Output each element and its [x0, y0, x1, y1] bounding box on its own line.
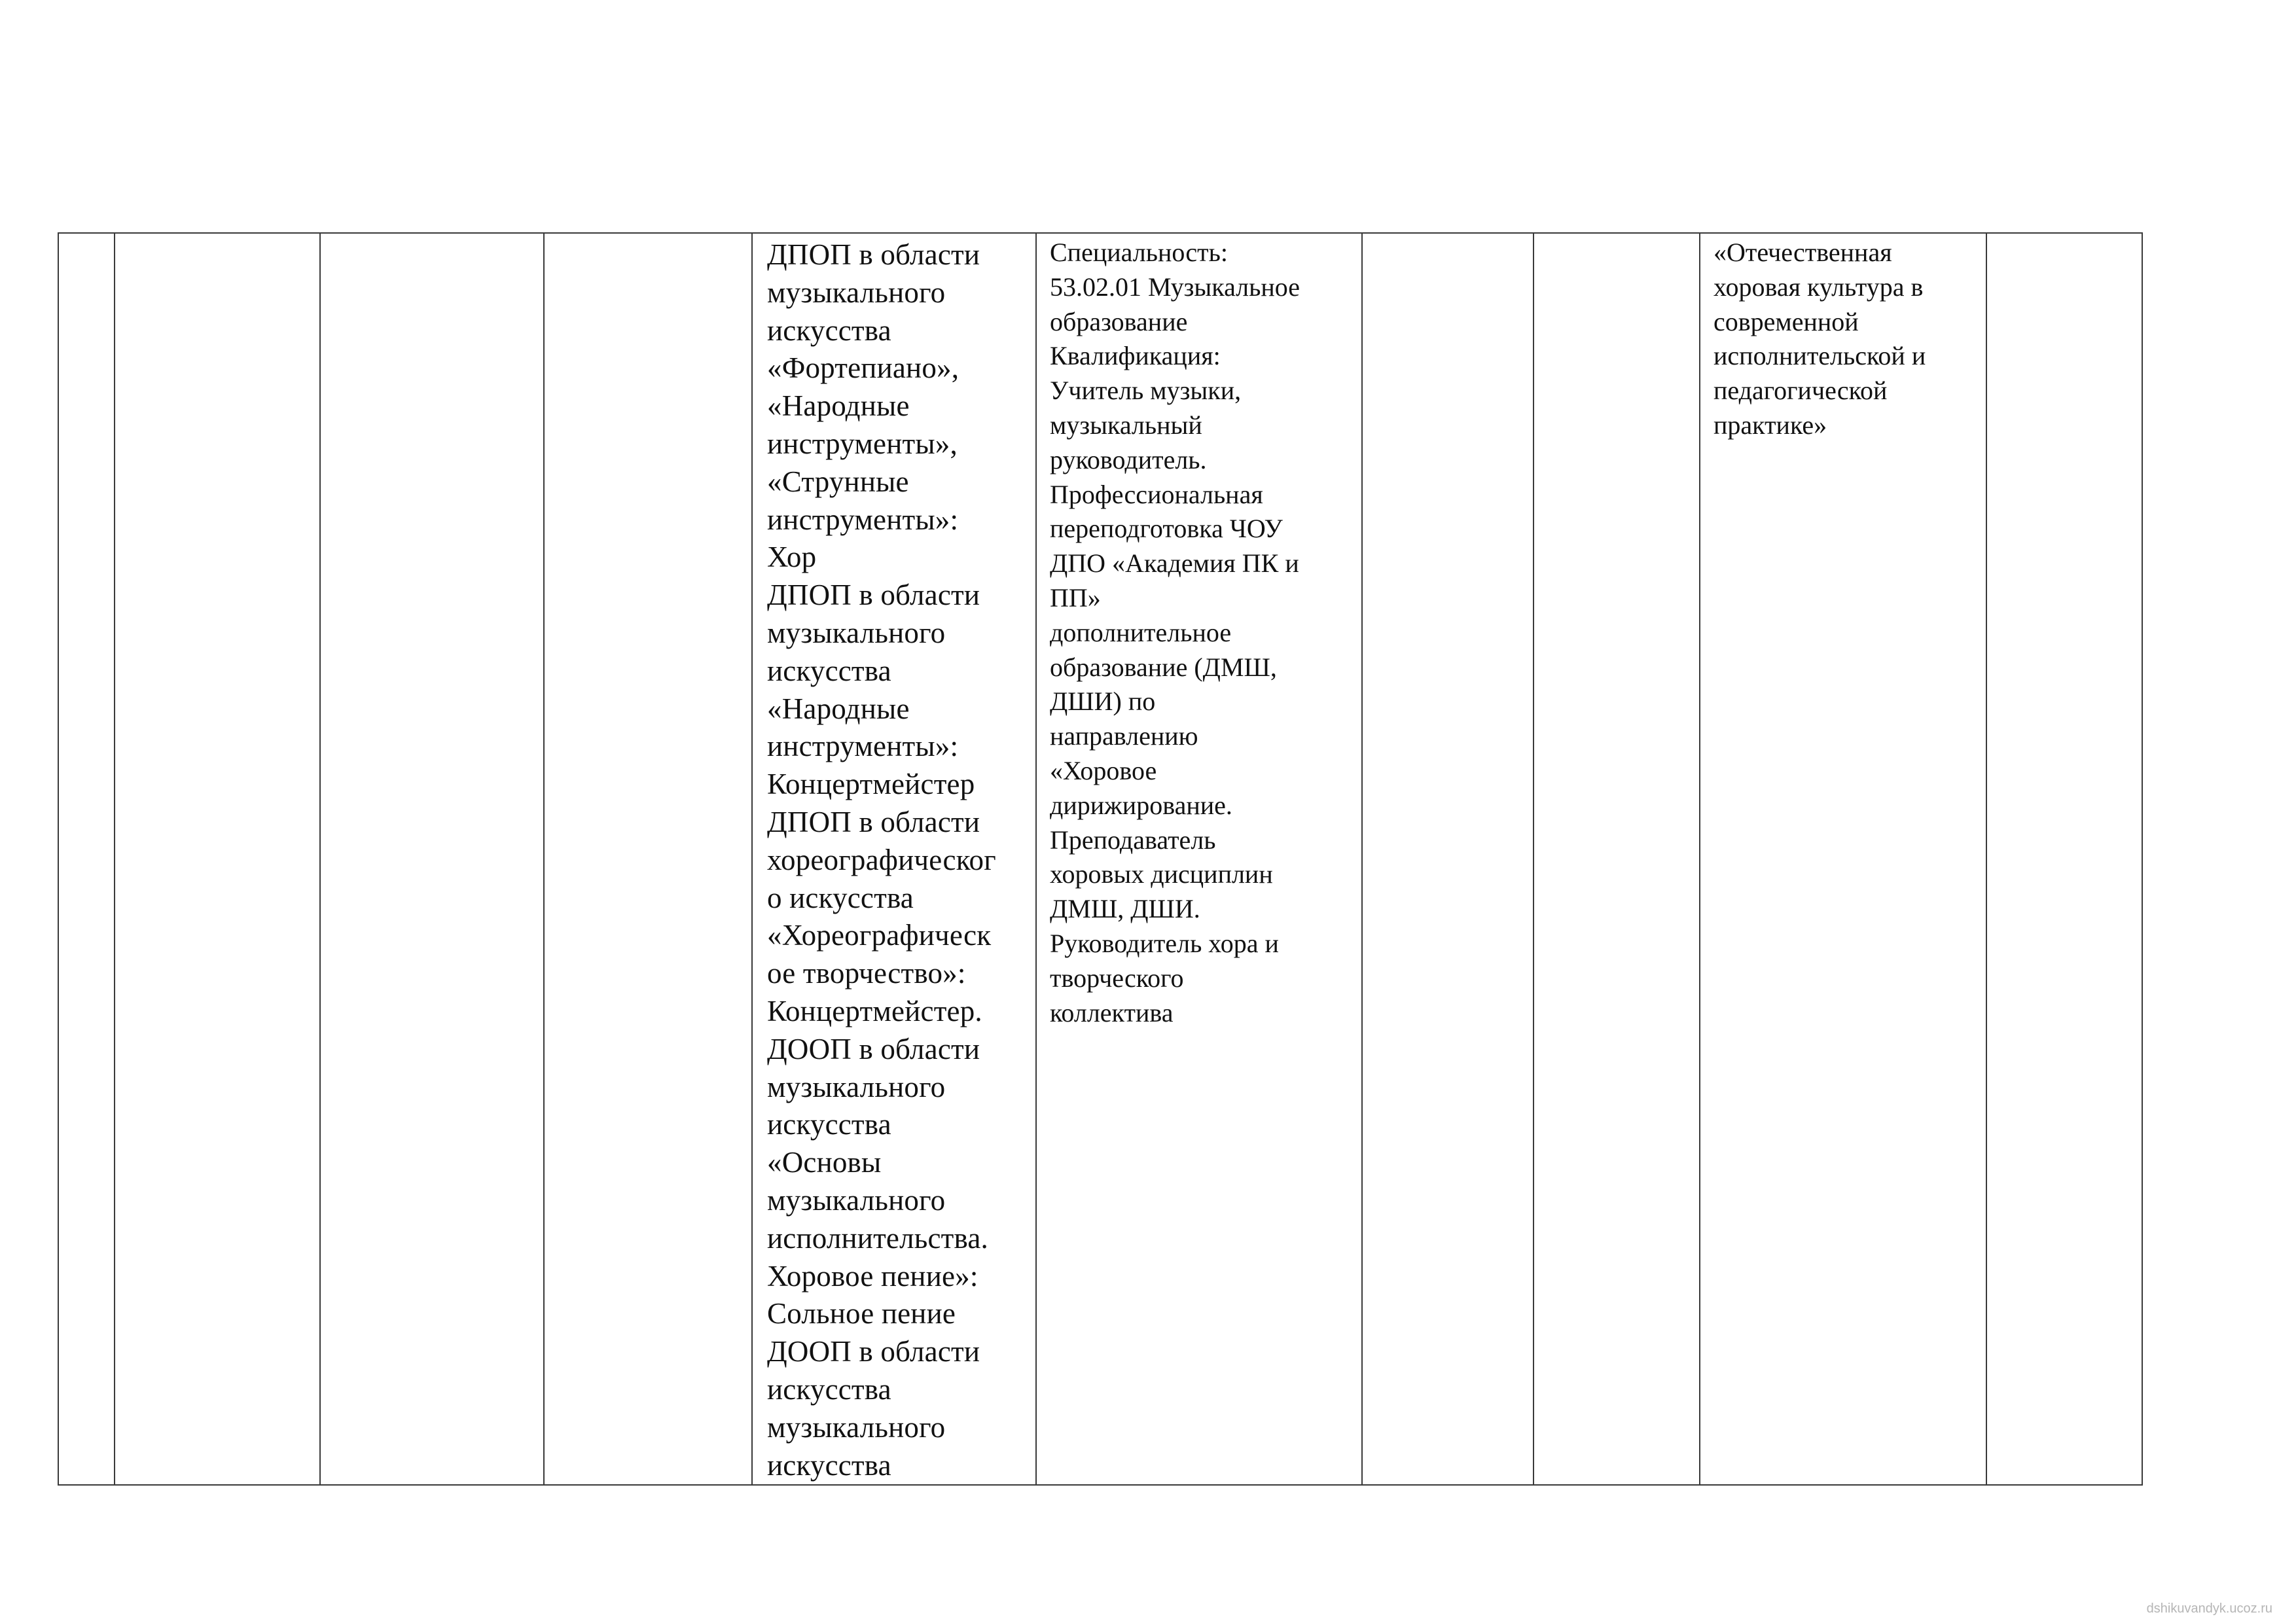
cell-col4: [544, 233, 752, 1485]
document-table: [58, 232, 2143, 1486]
cell-training: [1700, 233, 1986, 1485]
cell-col2: [115, 233, 320, 1485]
watermark: dshikuvandyk.ucoz.ru: [2146, 1601, 2272, 1616]
cell-col3: [320, 233, 544, 1485]
cell-number: [58, 233, 115, 1485]
table-row: [58, 233, 2142, 1485]
education-text: Специальность: 53.02.01 Музыкальное образование Квалификация: Учитель музыки, музыкальный руководитель. Профессиональная переподготовка ЧОУ ДПО «Академия ПК и ПП» дополнительное образование (ДМШ, ДШИ) по направлению «Хоровое дирижирование. Преподаватель хоровых дисциплин ДМШ, ДШИ. Руководитель хора и творческого коллектива: [1050, 238, 1300, 1027]
cell-col10: [1986, 233, 2142, 1485]
cell-education: [1036, 233, 1362, 1485]
cell-programs: [752, 233, 1036, 1485]
programs-text: ДПОП в области музыкального искусства «Фортепиано», «Народные инструменты», «Струнные инструменты»: Хор ДПОП в области музыкального искусства «Народные инструменты»: Концертмейстер ДПОП в области хореографическог о искусства «Хореографическ ое творчество»: Концертмейстер. ДООП в области музыкального искусства «Основы музыкального исполнительства. Хоровое пение»: Сольное пение ДООП в области искусства музыкального искусства: [767, 238, 996, 1482]
training-text: «Отечественная хоровая культура в современной исполнительской и педагогической практике»: [1713, 238, 1926, 440]
cell-col7: [1362, 233, 1534, 1485]
cell-col8: [1534, 233, 1700, 1485]
